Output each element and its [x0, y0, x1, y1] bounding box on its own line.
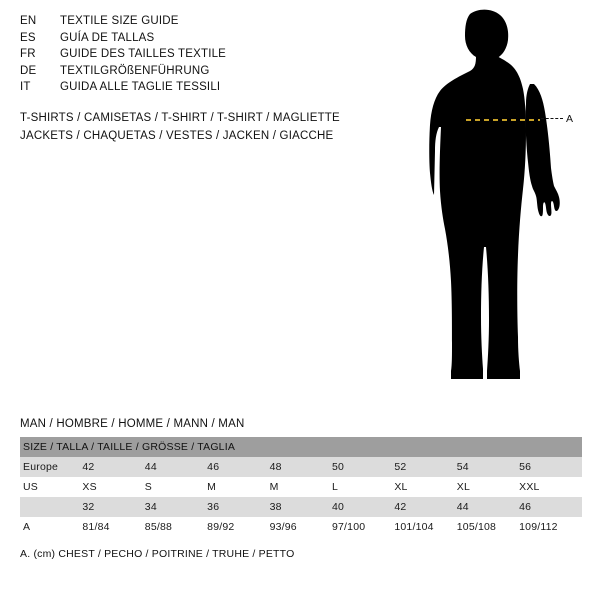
size-table-section [20, 418, 582, 537]
table-cell: 42 [82, 457, 144, 477]
table-cell: 46 [519, 497, 582, 517]
table-cell: 93/96 [270, 517, 332, 537]
table-cell: 38 [270, 497, 332, 517]
table-cell: XS [82, 477, 144, 497]
language-row [20, 82, 380, 94]
table-cell: 34 [145, 497, 207, 517]
table-cell: XL [394, 477, 456, 497]
table-cell: XL [457, 477, 519, 497]
silhouette-icon [398, 8, 598, 408]
table-header-row [20, 437, 582, 457]
table-cell: 81/84 [82, 517, 144, 537]
language-text: GUIDA ALLE TAGLIE TESSILI [60, 81, 221, 93]
language-code: FR [20, 48, 36, 60]
table-row [20, 477, 582, 497]
language-text: GUIDE DES TAILLES TEXTILE [60, 48, 227, 60]
table-cell: 36 [207, 497, 269, 517]
language-header-block [20, 16, 380, 99]
language-row [20, 33, 380, 45]
garment-line-jackets: JACKETS / CHAQUETAS / VESTES / JACKEN / GIACCHE [20, 129, 334, 142]
table-cell: L [332, 477, 394, 497]
body-silhouette-figure [398, 8, 598, 408]
measure-label-a: A [566, 113, 574, 125]
table-cell: 48 [270, 457, 332, 477]
footnote: A. (cm) CHEST / PECHO / POITRINE / TRUHE / PETTO [20, 548, 295, 560]
table-cell: 44 [145, 457, 207, 477]
table-cell: 40 [332, 497, 394, 517]
table-title: MAN / HOMBRE / HOMME / MANN / MAN [20, 418, 245, 430]
row-label [20, 497, 82, 517]
table-cell: 89/92 [207, 517, 269, 537]
garment-line-tshirts: T-SHIRTS / CAMISETAS / T-SHIRT / T-SHIRT / MAGLIETTE [20, 112, 340, 124]
table-cell: 50 [332, 457, 394, 477]
table-row [20, 517, 582, 537]
language-text: TEXTILGRÖßENFÜHRUNG [60, 64, 210, 77]
table-cell: 101/104 [394, 517, 456, 537]
table-row [20, 457, 582, 477]
table-cell: 32 [82, 497, 144, 517]
table-cell: 52 [394, 457, 456, 477]
language-code: ES [20, 31, 36, 44]
table-cell: 85/88 [145, 517, 207, 537]
language-code: EN [20, 15, 37, 27]
table-row [20, 497, 582, 517]
table-cell: 97/100 [332, 517, 394, 537]
row-label: Europe [20, 457, 82, 477]
table-cell: 56 [519, 457, 582, 477]
table-cell: 46 [207, 457, 269, 477]
language-code: IT [20, 81, 31, 93]
table-cell: M [270, 477, 332, 497]
language-row [20, 66, 380, 78]
language-row [20, 16, 380, 28]
table-cell: M [207, 477, 269, 497]
table-cell: 54 [457, 457, 519, 477]
table-cell: 105/108 [457, 517, 519, 537]
table-cell: 44 [457, 497, 519, 517]
language-text: GUÍA DE TALLAS [60, 31, 155, 44]
row-label: US [20, 477, 82, 497]
table-cell: 42 [394, 497, 456, 517]
row-label: A [20, 517, 82, 537]
table-header-label: SIZE / TALLA / TAILLE / GRÖSSE / TAGLIA [20, 437, 582, 457]
garment-types-block [20, 110, 420, 146]
table-cell: S [145, 477, 207, 497]
language-code: DE [20, 64, 37, 77]
measure-leader-line [541, 118, 563, 119]
size-table [20, 437, 582, 537]
language-row [20, 49, 380, 61]
language-text: TEXTILE SIZE GUIDE [60, 15, 179, 27]
table-cell: 109/112 [519, 517, 582, 537]
table-cell: XXL [519, 477, 582, 497]
